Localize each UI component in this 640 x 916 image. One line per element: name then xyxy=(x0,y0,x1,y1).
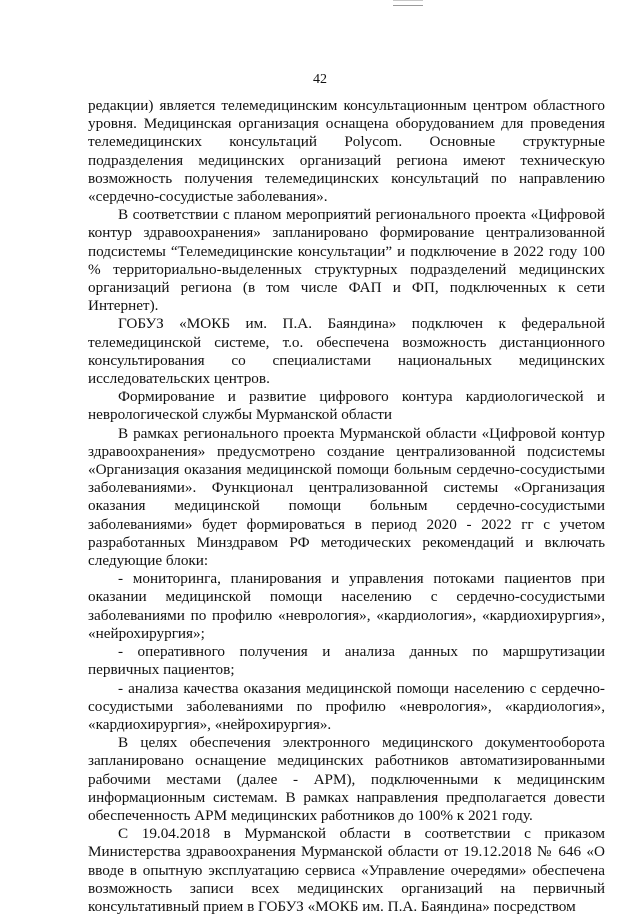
list-item-routing-data: - оперативного получения и анализа данных по маршрутизации первичных пациентов; xyxy=(88,643,605,679)
list-item-quality-analysis: - анализа качества оказания медицинской помощи населению с сердечно-сосудистыми заболеваниями по профилю «неврология», «кардиология», «кардиохирургия», «нейрохирургия». xyxy=(88,679,605,733)
list-item-monitoring: - мониторинга, планирования и управления потоками пациентов при оказании медицинской помощи населению с сердечно-сосудистыми заболеваниями по профилю «неврология», «кардиология», «кардиохирургия», «нейрохирургия»; xyxy=(88,570,605,642)
page-number: 42 xyxy=(313,72,327,87)
paragraph-centralized-subsystem: В рамках регионального проекта Мурманской области «Цифровой контур здравоохранения» предусмотрено создание централизованной подсистемы «Организация оказания медицинской помощи больным сердечно-сосудистыми заболеваниями». Функционал централизованной системы «Организация оказания медицинской помощи больным сердечно-сосудистыми заболеваниями» будет формироваться в период 2020 - 2022 гг с учетом разработанных Минздравом РФ методических рекомендаций и включать следующие блоки: xyxy=(88,424,605,570)
document-body xyxy=(88,97,605,916)
paragraph-queue-management: С 19.04.2018 в Мурманской области в соответствии с приказом Министерства здравоохранения Мурманской области от 19.12.2018 № 646 «О вводе в опытную эксплуатацию сервиса «Управление очередями» обеспечена возможность записи всех медицинских организаций на первичный консультативный прием в ГОБУЗ «МОКБ им. П.А. Баяндина» посредством xyxy=(88,825,605,915)
paragraph-regional-project-plan: В соответствии с планом мероприятий регионального проекта «Цифровой контур здравоохранения» запланировано формирование централизованной подсистемы “Телемедицинские консультации” и подключение в 2022 году 100 % территориально-выделенных структурных подразделений медицинских организаций региона (в том числе ФАП и ФП, подключенных к сети Интернет). xyxy=(88,206,605,315)
top-edge-mark xyxy=(393,0,423,6)
paragraph-telemedicine-center: редакции) является телемедицинским консультационным центром областного уровня. Медицинская организация оснащена оборудованием для проведения телемедицинских консультаций Polycom. Основные структурные подразделения медицинских организаций региона имеют техническую возможность получения телемедицинских консультаций по направлению «сердечно-сосудистые заболевания». xyxy=(88,97,605,206)
paragraph-mokb-federal-system: ГОБУЗ «МОКБ им. П.А. Баяндина» подключен к федеральной телемедицинской системе, т.о. обеспечена возможность дистанционного консультирования со специалистами национальных медицинских исследовательских центров. xyxy=(88,315,605,388)
paragraph-electronic-document-flow: В целях обеспечения электронного медицинского документооборота запланировано оснащение медицинских работников автоматизированными рабочими местами (далее - АРМ), подключенными к медицинским информационным системам. В рамках направления предполагается довести обеспеченность АРМ медицинских работников до 100% к 2021 году. xyxy=(88,734,605,824)
section-heading-digital-contour: Формирование и развитие цифрового контура кардиологической и неврологической службы Мурманской области xyxy=(88,388,605,424)
